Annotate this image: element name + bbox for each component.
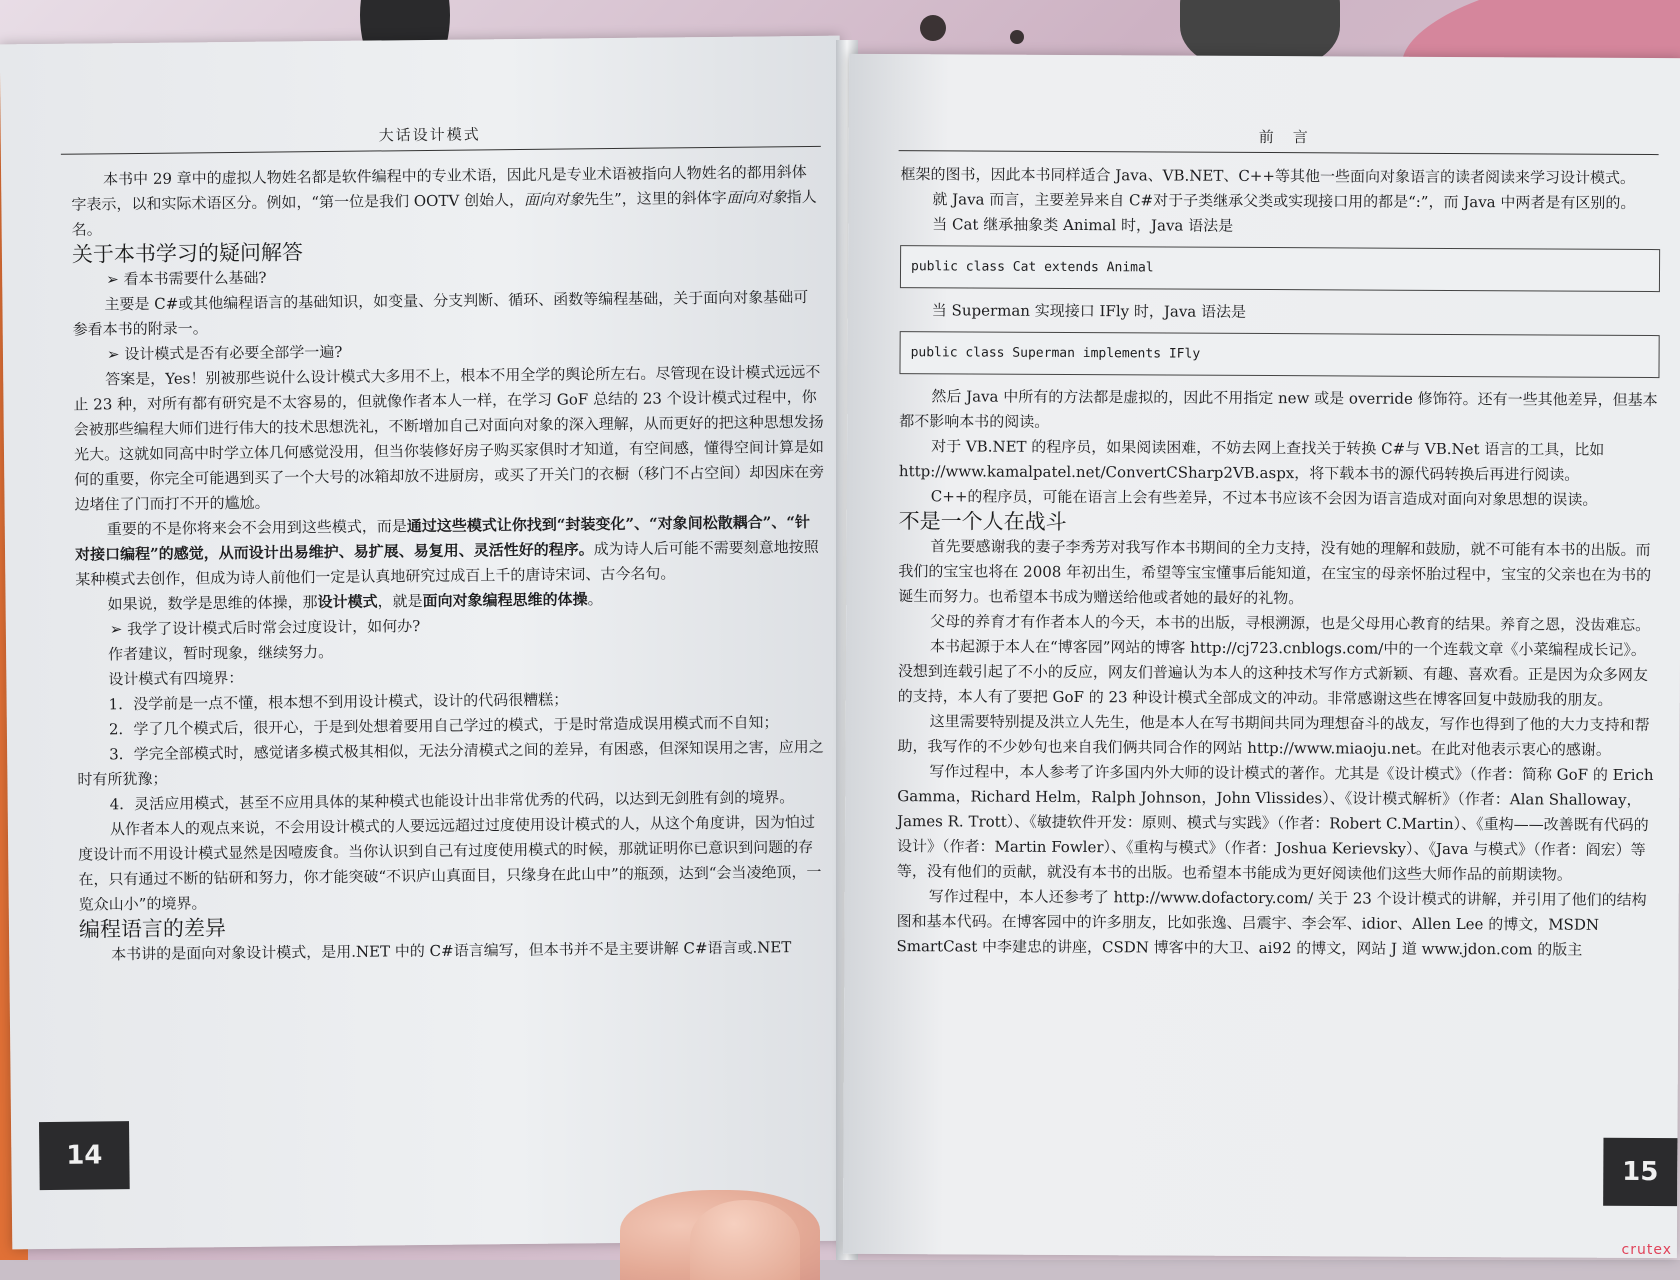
text-run: 成为诗人后可能不需要刻意地按照某种模式去创作，但成为诗人前他们一定是认真地研究过成百上千的唐诗宋词、古今名句。 [75, 537, 819, 589]
text-run: 指人名。 [71, 187, 817, 239]
body-paragraph: 写作过程中，本人还参考了 http://www.dofactory.com/ 关于 23 个设计模式的讲解，并引用了他们的结构图和基本代码。在博客园中的许多朋友，比如张逸、吕震宇、李会军、idior、Allen Lee 的博文，MSDN SmartCast 中李建忠的讲座，CSDN 博客中的大卫、ai92 的博文，网站 J 道 www.jdon.com 的版主 [896, 887, 1647, 959]
watermark: crutex [1621, 1242, 1672, 1258]
body-paragraph: 设计模式有四境界： [108, 668, 244, 689]
answer-paragraph: 答案是，Yes！别被那些说什么设计模式大多用不上，根本不用全学的舆论所左右。尽管现在设计模式远远不止 23 种，对所有都有研究是不太容易的，但就像作者本人一样，在学习 GoF 总结的 23 个设计模式过程中，你会被那些编程大师们进行伟大的技术思想洗礼，不断增加自己对面向对象的深入理解，从而更好的把这种思想发扬光大。这就如同高中时学立体几何感觉没用，但当你装修好房子购买家俱时才知道，有空间感，懂得空间计算是如何的重要，你完全可能遇到买了一个大号的冰箱却放不进厨房，或买了开关门的衣橱（移门不占空间）却因床在旁边堵住了门而打不开的尴尬。 [73, 362, 825, 514]
body-paragraph: 框架的图书，因此本书同样适合 Java、VB.NET、C++等其他一些面向对象语言的读者阅读来学习设计模式。 [900, 165, 1636, 187]
realm-item: 2．学了几个模式后，很开心，于是到处想着要用自己学过的模式，于是时常造成误用模式而不自知； [108, 713, 779, 739]
bold-text: 通过这些模式让你找到“封装变化”、“对象间松散耦合”、“针对接口编程”的感觉，从而设计出易维护、易扩展、易复用、灵活性好的程序。 [74, 512, 811, 564]
body-paragraph: 当 Superman 实现接口 IFly 时，Java 语法是 [931, 301, 1247, 321]
running-head: 大话设计模式 [378, 125, 481, 145]
intro-paragraph [71, 160, 822, 243]
section-heading: 编程语言的差异 [78, 916, 227, 942]
text-run: 。 [587, 590, 603, 609]
body-paragraph: 写作过程中，本人参考了许多国内外大师的设计模式的著作。尤其是《设计模式》（作者：简称 GoF 的 Erich Gamma，Richard Helm，Ralph Johnson，John Vlissides）、《设计模式解析》（作者：Alan Shalloway，James R. Trott）、《敏捷软件开发：原则、模式与实践》（作者：Robert C.Martin）、《重构——改善既有代码的设计》（作者：Martin Fowler）、《重构与模式》（作者：Joshua Kerievsky）、《Java 与模式》（作者：阎宏）等等，没有他们的贡献，就没有本书的出版。也希望本书能成为更好阅读他们这些大师作品的前期读物。 [896, 762, 1654, 884]
body-paragraph: 这里需要特别提及洪立人先生，他是本人在写书期间共同为理想奋斗的战友，写作也得到了他的大力支持和帮助，我写作的不少妙句也来自我们俩共同合作的网站 http://www.miaoju.net。在此对他表示衷心的感谢。 [897, 712, 1650, 759]
realm-item: 4．灵活应用模式，甚至不应用具体的某种模式也能设计出非常优秀的代码，以达到无剑胜有剑的境界。 [109, 788, 795, 814]
question-item: ➢ 设计模式是否有必要全部学一遍? [106, 342, 343, 364]
fabric-pattern-dot [920, 15, 946, 41]
body-paragraph: 从作者本人的观点来说，不会用设计模式的人要远远超过过度使用设计模式的人，从这个角度讲，因为怕过度设计而不用设计模式显然是因噎废食。当你认识到自己有过度使用模式的时候，那就证明你已意识到问题的存在，只有通过不断的钻研和努力，你才能突破“不识庐山真面目，只缘身在此山中”的瓶颈，达到“会当凌绝顶，一览众山小”的境界。 [78, 812, 822, 914]
page-number: 15 [1603, 1138, 1677, 1206]
answer-paragraph: 主要是 C#或其他编程语言的基础知识，如变量、分支判断、循环、函数等编程基础，关于面向对象基础可参看本书的附录一。 [72, 287, 809, 339]
code-block: public class Superman implements IFly [899, 331, 1659, 378]
code-block: public class Cat extends Animal [900, 245, 1660, 292]
text-run: 本书中 29 章中的虚拟人物姓名都是软件编程中的专业术语，因此凡是专业术语被指向人物姓名的都用斜体字表示，以和实际术语区分。例如，“第一位是我们 OOTV 创始人， [71, 162, 807, 214]
answer-paragraph: 作者建议，暂时现象，继续努力。 [108, 642, 334, 664]
bold-text: 面向对象编程思维的体操 [422, 590, 588, 611]
body-paragraph: 当 Cat 继承抽象类 Animal 时，Java 语法是 [932, 215, 1234, 235]
fabric-pattern-dot [1010, 30, 1024, 44]
body-paragraph: 然后 Java 中所有的方法都是虚拟的，因此不用指定 new 或是 override 修饰符。还有一些其他差异，但基本都不影响本书的阅读。 [899, 387, 1658, 431]
realm-item: 1．没学前是一点不懂，根本想不到用设计模式，设计的代码很糟糕； [108, 690, 569, 714]
body-paragraph: 对于 VB.NET 的程序员，如果阅读困难，不妨去网上查找关于转换 C#与 VB.Net 语言的工具，比如 http://www.kamalpatel.net/ConvertCSharp2VB.aspx，将下载本书的源代码转换后再进行阅读。 [898, 437, 1605, 484]
text-run: 如果说，数学是思维的体操，那 [107, 593, 318, 614]
right-page [843, 54, 1680, 1258]
right-body [896, 162, 1660, 963]
body-paragraph: 首先要感谢我的妻子李秀芳对我写作本书期间的全力支持，没有她的理解和鼓励，就不可能有本书的出版。而我们的宝宝也将在 2008 年初出生，希望等宝宝懂事后能知道，在宝宝的母亲怀胎过程中，宝宝的父亲也在为书的诞生而努力。也希望本书成为赠送给他或者她的最好的礼物。 [898, 537, 1652, 608]
body-paragraph: 本书起源于本人在“博客园”网站的博客 http://cj723.cnblogs.com/中的一个连载文章《小菜编程成长记》。没想到连载引起了不小的反应，网友们普遍认为本人的这种技术写作方式新颖、有趣、喜欢看。正是因为众多网友的支持，本人有了要把 GoF 的 23 种设计模式全部成文的冲动。非常感谢这些在博客回复中鼓励我的朋友。 [897, 637, 1648, 709]
section-heading: 关于本书学习的疑问解答 [71, 240, 304, 267]
body-paragraph: C++的程序员，可能在语言上会有些差异，不过本书应该不会因为语言造成对面向对象思想的误读。 [930, 487, 1598, 509]
text-run: 重要的不是你将来会不会用到这些模式，而是 [106, 517, 407, 539]
body-paragraph: 本书讲的是面向对象设计模式，是用.NET 中的 C#语言编写，但本书并不是主要讲解 C#语言或.NET [111, 938, 792, 964]
italic-text: 面向对象 [726, 188, 787, 207]
text-run: ，就是 [377, 592, 423, 611]
left-body [71, 160, 829, 968]
left-page [0, 36, 852, 1250]
body-paragraph [75, 510, 826, 593]
realm-item: 3．学完全部模式时，感觉诸多模式极其相似，无法分清模式之间的差异，有困惑，但深知误用之害，应用之时有所犹豫； [77, 737, 824, 789]
bold-text: 设计模式 [317, 592, 378, 612]
page-number: 14 [39, 1121, 130, 1190]
question-item: ➢ 看本书需要什么基础? [106, 268, 267, 289]
body-paragraph: 就 Java 而言，主要差异来自 C#对于子类继承父类或实现接口用的都是“:”，而 Java 中两者是有区别的。 [932, 190, 1636, 212]
body-paragraph: 父母的养育才有作者本人的今天，本书的出版，寻根溯源，也是父母用心教育的结果。养育之恩，没齿难忘。 [930, 612, 1651, 635]
section-heading: 不是一个人在战斗 [898, 509, 1067, 534]
header-rule [61, 146, 821, 155]
finger [690, 1200, 800, 1280]
italic-text: 面向对象 [523, 190, 585, 209]
header-rule [899, 150, 1659, 155]
text-run: 先生”，这里的斜体字 [583, 188, 727, 209]
running-head: 前 言 [1258, 127, 1310, 147]
question-item: ➢ 我学了设计模式后时常会过度设计，如何办? [109, 617, 421, 639]
